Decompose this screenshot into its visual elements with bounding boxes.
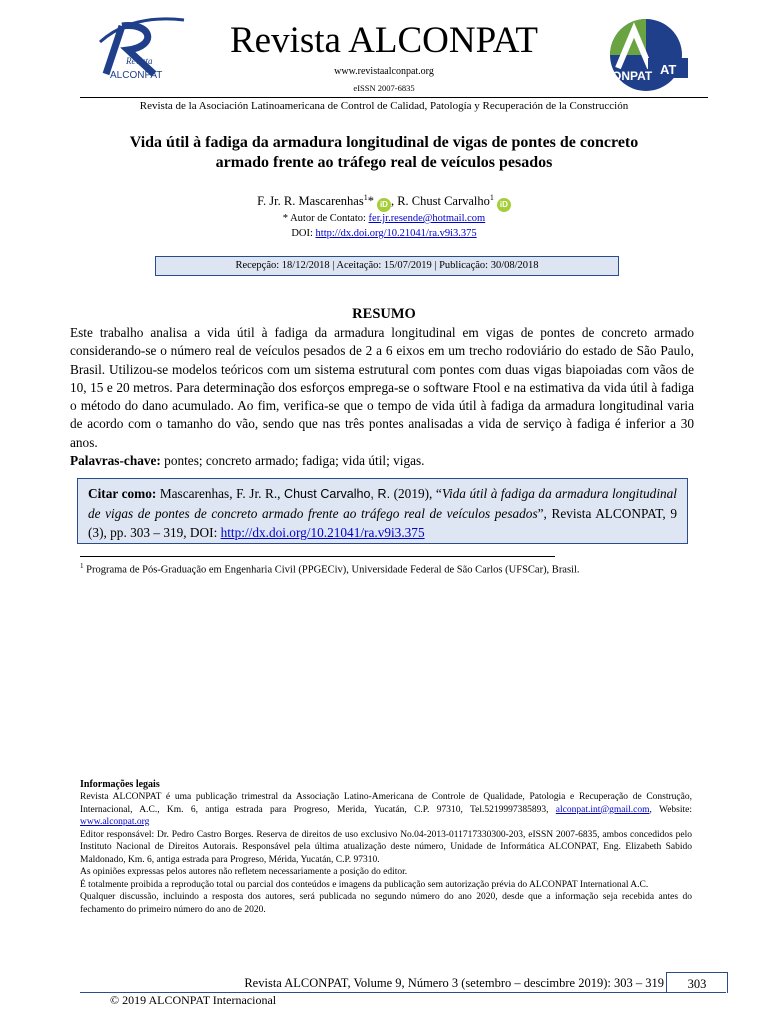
keywords-label: Palavras-chave: — [70, 453, 161, 468]
author-1-affiliation: 1 — [363, 193, 368, 202]
contact-email-link[interactable]: fer.jr.resende@hotmail.com — [368, 213, 486, 224]
orcid-icon[interactable]: iD — [377, 198, 391, 212]
article-title-line-2: armado frente ao tráfego real de veículos pesados — [215, 154, 553, 171]
doi-label: DOI: — [291, 228, 316, 239]
logo-left-revista-text: Revista — [126, 56, 153, 66]
abstract-heading: RESUMO — [352, 306, 416, 322]
footnote-text: Programa de Pós-Graduação em Engenharia Civil (PPGECiv), Universidade Federal de São Carlos (UFSCar), Brasil. — [83, 564, 580, 576]
legal-info-heading: Informações legais — [80, 779, 160, 790]
keywords-list: pontes; concreto armado; fadiga; vida útil; vigas. — [160, 453, 425, 468]
citation-authors: Mascarenhas, F. Jr. R., — [156, 486, 285, 501]
logo-left-brand-text: ALCONPAT — [110, 70, 163, 81]
footer-citation: Revista ALCONPAT, Volume 9, Número 3 (setembro – descimbre 2019): 303 – 319 — [244, 976, 664, 990]
author-2-name: R. Chust Carvalho — [397, 194, 490, 209]
logo-right-at-text: AT — [660, 62, 677, 77]
citation-title: Vida útil à fadiga da armadura longitudinal de vigas de pontes de concreto armado frente ao tráfego real de veículos pesados — [88, 486, 678, 521]
citation-year: (2019), “ — [390, 486, 442, 501]
contact-label: * Autor de Contato: — [282, 213, 369, 224]
author-1-corresponding-mark: * — [367, 194, 374, 209]
contact-author — [0, 213, 768, 224]
citation-box — [77, 478, 688, 544]
publication-dates: Recepção: 18/12/2018 | Aceitação: 15/07/2019 | Publicação: 30/08/2018 — [235, 260, 539, 271]
doi-link[interactable]: http://dx.doi.org/10.21041/ra.v9i3.375 — [315, 228, 477, 239]
legal-publisher-text: Revista ALCONPAT é uma publicação trimestral da Associação Latino-Americana de Controle de Qualidade, Patologia e Recuperação de Construção, Internacional, A.C., Km. 6, antiga estrada para Progreso, Merida, Yucatán, C.P. 97310, Tel.5219997385893, — [80, 792, 692, 815]
doi-line — [0, 228, 768, 239]
journal-title: Revista ALCONPAT — [229, 20, 539, 61]
author-1-name: F. Jr. R. Mascarenhas — [257, 194, 364, 209]
logo-right-onpat-text: ONPAT — [612, 69, 653, 83]
legal-discussion-paragraph: Qualquer discussão, incluindo a resposta dos autores, será publicada no segundo número do ano 2020, desde que a informação seja recebida antes do fechamento do primeiro número do ano de 2020. — [80, 892, 692, 915]
legal-email-link[interactable]: alconpat.int@gmail.com — [555, 804, 650, 815]
legal-reproduction-paragraph: É totalmente proibida a reprodução total ou parcial dos conteúdos e imagens da publicação sem autorização prévia do ALCONPAT International A.C. — [80, 879, 649, 890]
article-title — [90, 133, 678, 173]
citation-label: Citar como: — [88, 486, 157, 501]
abstract-text: Este trabalho analisa a vida útil à fadiga da armadura longitudinal em vigas de pontes de concreto armado considerando-se o número real de veículos pesados de 2 a 6 eixos em um trecho rodoviário do estado de São Paulo, Brasil. Utilizou-se modelos teóricos com um sistema estrutural com pontes com duas vigas biapoiadas com vãos de 10, 15 e 20 metros. Para determinação dos esforços emprega-se o software Ftool e na estimativa da vida útil à fadiga o método do dano acumulado. Ao fim, verifica-se que o tempo de vida útil à fadiga da armadura longitudinal varia de acordo com o tamanho do vão, sendo que nas três pontes analisadas a vida de serviço à fadiga é inferior a 30 anos. — [70, 325, 694, 450]
journal-eissn: eISSN 2007-6835 — [353, 83, 415, 93]
legal-paragraph — [80, 791, 692, 829]
legal-website-link[interactable]: www.alconpat.org — [80, 817, 150, 827]
legal-opinion-paragraph: As opiniões expressas pelos autores não refletem necessariamente a posição do editor. — [80, 867, 408, 877]
orcid-icon[interactable]: iD — [497, 198, 511, 212]
footnote-divider — [80, 556, 555, 557]
keywords — [70, 452, 694, 470]
legal-website-label: , Website: — [649, 804, 692, 815]
journal-website[interactable]: www.revistaalconpat.org — [334, 66, 434, 77]
author-separator: , — [390, 194, 398, 209]
author-2-affiliation: 1 — [489, 193, 494, 202]
copyright-notice: © 2019 ALCONPAT Internacional — [110, 993, 277, 1007]
affiliation-footnote — [80, 562, 700, 576]
article-title-line-1: Vida útil à fadiga da armadura longitudinal de vigas de pontes de concreto — [129, 134, 639, 151]
citation-author-2: Chust Carvalho, R. — [284, 487, 391, 501]
page-number: 303 — [666, 972, 728, 993]
legal-info-body — [80, 791, 692, 916]
citation-doi-link[interactable]: http://dx.doi.org/10.21041/ra.v9i3.375 — [220, 525, 425, 540]
author-list — [0, 193, 768, 212]
citation-source: ”, Revista ALCONPAT, 9 (3), pp. 303 – 319, DOI: — [88, 506, 677, 540]
publication-dates-box — [155, 256, 619, 276]
association-line: Revista de la Asociación Latinoamericana de Control de Calidad, Patología y Recuperación de la Construcción — [139, 100, 629, 112]
footnote-marker: 1 — [80, 562, 84, 570]
header-divider — [80, 97, 708, 98]
legal-editor-paragraph: Editor responsável: Dr. Pedro Castro Borges. Reserva de direitos de uso exclusivo No.04-2013-011717330300-203, eISSN 2007-6835, ambos concedidos pelo Instituto Nacional de Direitos Autorais. Responsável pela última atualização deste número, Unidade de Informática ALCONPAT, Eng. Elizabeth Sabido Maldonado, Km. 6, antiga estrada para Progreso, Mérida, Yucatán, C.P. 97310. — [80, 829, 692, 865]
